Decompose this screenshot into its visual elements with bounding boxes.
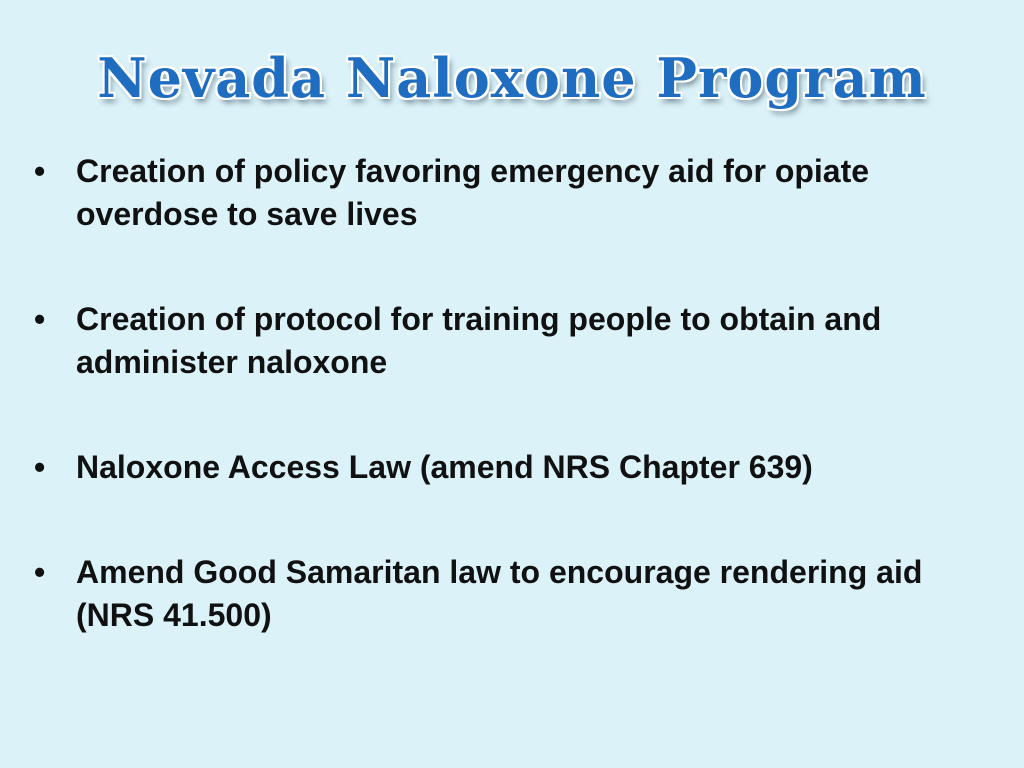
bullet-text: Creation of policy favoring emergency aid for opiate overdose to save lives (76, 153, 870, 232)
bullet-item (30, 551, 930, 637)
slide-title: Nevada Naloxone Program (97, 46, 927, 110)
bullet-icon: • (34, 153, 46, 189)
bullet-item (30, 446, 930, 489)
bullet-icon: • (34, 449, 46, 485)
bullet-icon: • (34, 301, 46, 337)
bullet-text: Creation of protocol for training people to obtain and administer naloxone (76, 301, 882, 380)
bullet-text: Amend Good Samaritan law to encourage rendering aid (NRS 41.500) (76, 554, 923, 633)
bullet-item (30, 298, 930, 384)
bullet-text: Naloxone Access Law (amend NRS Chapter 639) (76, 449, 813, 485)
bullet-list (30, 150, 930, 637)
bullet-icon: • (34, 554, 46, 590)
bullet-item (30, 150, 930, 236)
